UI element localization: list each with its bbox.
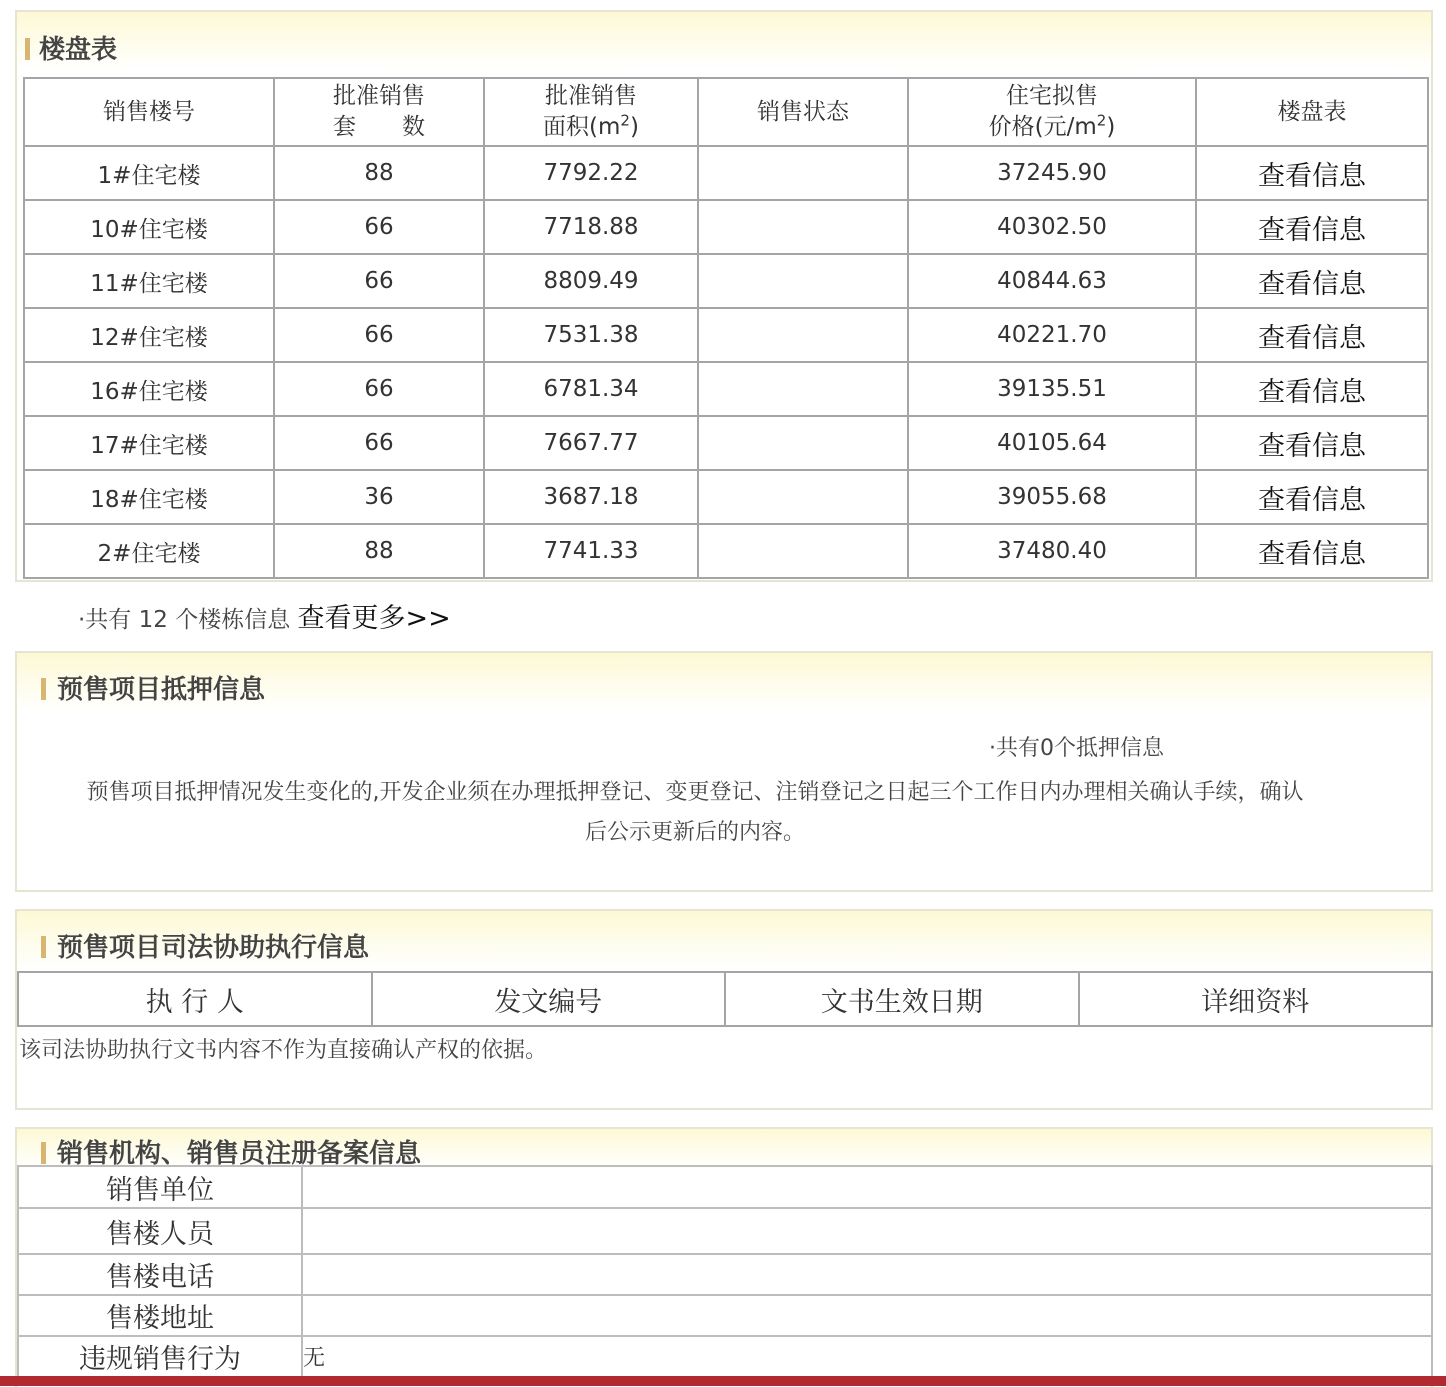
agency-value bbox=[302, 1166, 1432, 1208]
agency-header bbox=[17, 1129, 1431, 1169]
agency-panel bbox=[15, 1127, 1433, 1387]
approved-units-cell: 66 bbox=[274, 416, 484, 470]
unit-superscript: 2 bbox=[1096, 111, 1107, 130]
view-info-link[interactable]: 查看信息 bbox=[1196, 308, 1428, 362]
building-table bbox=[23, 77, 1429, 579]
header-text: 批准销售 bbox=[545, 83, 637, 109]
table-row bbox=[18, 1295, 1432, 1336]
agency-value bbox=[302, 1295, 1432, 1336]
table-row bbox=[24, 524, 1428, 578]
col-sales-status: 销售状态 bbox=[698, 78, 908, 146]
table-row bbox=[18, 1208, 1432, 1254]
table-header-row bbox=[24, 78, 1428, 146]
col-building-no: 销售楼号 bbox=[24, 78, 274, 146]
price-cell: 40105.64 bbox=[908, 416, 1196, 470]
col-document-no: 发文编号 bbox=[372, 972, 726, 1026]
table-row bbox=[24, 362, 1428, 416]
unit-superscript: 2 bbox=[620, 111, 630, 130]
agency-label: 售楼人员 bbox=[18, 1208, 302, 1254]
header-text: 面积(m bbox=[543, 114, 621, 140]
building-no-cell: 1#住宅楼 bbox=[24, 146, 274, 200]
approved-area-cell: 7792.22 bbox=[484, 146, 698, 200]
footer-bar bbox=[0, 1376, 1446, 1386]
approved-area-cell: 3687.18 bbox=[484, 470, 698, 524]
view-info-link[interactable]: 查看信息 bbox=[1196, 362, 1428, 416]
sales-status-cell bbox=[698, 362, 908, 416]
table-row bbox=[18, 1336, 1432, 1377]
judicial-panel bbox=[15, 909, 1433, 1110]
agency-label: 销售单位 bbox=[18, 1166, 302, 1208]
approved-units-cell: 66 bbox=[274, 254, 484, 308]
price-cell: 39135.51 bbox=[908, 362, 1196, 416]
view-more-link[interactable]: 查看更多>> bbox=[297, 603, 451, 634]
view-info-link[interactable]: 查看信息 bbox=[1196, 416, 1428, 470]
table-row bbox=[24, 254, 1428, 308]
table-row bbox=[24, 416, 1428, 470]
agency-value: 无 bbox=[302, 1336, 1432, 1377]
approved-units-cell: 36 bbox=[274, 470, 484, 524]
building-no-cell: 2#住宅楼 bbox=[24, 524, 274, 578]
price-cell: 39055.68 bbox=[908, 470, 1196, 524]
table-row bbox=[24, 146, 1428, 200]
agency-value bbox=[302, 1254, 1432, 1295]
building-no-cell: 10#住宅楼 bbox=[24, 200, 274, 254]
sales-status-cell bbox=[698, 200, 908, 254]
price-cell: 37245.90 bbox=[908, 146, 1196, 200]
mortgage-count: ·共有0个抵押信息 bbox=[989, 736, 1164, 761]
approved-area-cell: 6781.34 bbox=[484, 362, 698, 416]
price-cell: 40221.70 bbox=[908, 308, 1196, 362]
section-title: 销售机构、销售员注册备案信息 bbox=[57, 1139, 422, 1169]
col-price bbox=[908, 78, 1196, 146]
section-marker-icon bbox=[41, 678, 46, 700]
table-row bbox=[24, 308, 1428, 362]
view-info-link[interactable]: 查看信息 bbox=[1196, 200, 1428, 254]
approved-units-cell: 88 bbox=[274, 146, 484, 200]
approved-area-cell: 7718.88 bbox=[484, 200, 698, 254]
sales-status-cell bbox=[698, 146, 908, 200]
header-text: ) bbox=[1106, 114, 1116, 140]
section-title: 楼盘表 bbox=[39, 35, 118, 65]
col-executor: 执 行 人 bbox=[18, 972, 372, 1026]
notice-line: 后公示更新后的内容。 bbox=[584, 820, 805, 845]
building-no-cell: 12#住宅楼 bbox=[24, 308, 274, 362]
building-table-panel bbox=[15, 10, 1433, 582]
view-info-link[interactable]: 查看信息 bbox=[1196, 146, 1428, 200]
building-no-cell: 16#住宅楼 bbox=[24, 362, 274, 416]
col-floor-plan: 楼盘表 bbox=[1196, 78, 1428, 146]
building-count-text: ·共有 12 个楼栋信息 bbox=[78, 607, 291, 633]
approved-units-cell: 66 bbox=[274, 200, 484, 254]
agency-value bbox=[302, 1208, 1432, 1254]
price-cell: 40302.50 bbox=[908, 200, 1196, 254]
table-row bbox=[24, 200, 1428, 254]
agency-label: 售楼电话 bbox=[18, 1254, 302, 1295]
col-approved-units bbox=[274, 78, 484, 146]
building-no-cell: 18#住宅楼 bbox=[24, 470, 274, 524]
mortgage-panel bbox=[15, 651, 1433, 892]
approved-area-cell: 8809.49 bbox=[484, 254, 698, 308]
col-approved-area bbox=[484, 78, 698, 146]
agency-table bbox=[17, 1165, 1433, 1378]
building-no-cell: 17#住宅楼 bbox=[24, 416, 274, 470]
price-cell: 37480.40 bbox=[908, 524, 1196, 578]
approved-area-cell: 7667.77 bbox=[484, 416, 698, 470]
sales-status-cell bbox=[698, 308, 908, 362]
header-text: 住宅拟售 bbox=[1006, 83, 1098, 109]
mortgage-header bbox=[17, 653, 1431, 711]
building-table-header bbox=[17, 12, 1431, 70]
approved-units-cell: 88 bbox=[274, 524, 484, 578]
approved-units-cell: 66 bbox=[274, 362, 484, 416]
table-row bbox=[18, 1254, 1432, 1295]
approved-area-cell: 7741.33 bbox=[484, 524, 698, 578]
header-text: 批准销售 bbox=[333, 83, 425, 109]
judicial-header bbox=[17, 911, 1431, 969]
col-details: 详细资料 bbox=[1079, 972, 1433, 1026]
judicial-note: 该司法协助执行文书内容不作为直接确认产权的依据。 bbox=[19, 1038, 548, 1063]
header-text: 套 数 bbox=[333, 114, 425, 140]
building-count-line bbox=[78, 596, 451, 635]
building-no-cell: 11#住宅楼 bbox=[24, 254, 274, 308]
sales-status-cell bbox=[698, 470, 908, 524]
section-title: 预售项目抵押信息 bbox=[57, 675, 266, 705]
table-row bbox=[24, 470, 1428, 524]
approved-units-cell: 66 bbox=[274, 308, 484, 362]
sales-status-cell bbox=[698, 416, 908, 470]
view-info-link[interactable]: 查看信息 bbox=[1196, 524, 1428, 578]
section-marker-icon bbox=[41, 936, 46, 958]
table-header-row bbox=[18, 972, 1432, 1026]
view-info-link[interactable]: 查看信息 bbox=[1196, 470, 1428, 524]
section-marker-icon bbox=[25, 38, 30, 60]
agency-label: 违规销售行为 bbox=[18, 1336, 302, 1377]
view-info-link[interactable]: 查看信息 bbox=[1196, 254, 1428, 308]
sales-status-cell bbox=[698, 524, 908, 578]
mortgage-notice bbox=[25, 773, 1365, 853]
header-text: 价格(元/m bbox=[988, 114, 1097, 140]
table-row bbox=[18, 1166, 1432, 1208]
notice-line: 预售项目抵押情况发生变化的,开发企业须在办理抵押登记、变更登记、注销登记之日起三个工作日内办理相关确认手续，确认 bbox=[86, 780, 1304, 805]
agency-label: 售楼地址 bbox=[18, 1295, 302, 1336]
price-cell: 40844.63 bbox=[908, 254, 1196, 308]
judicial-table bbox=[17, 971, 1433, 1027]
col-effective-date: 文书生效日期 bbox=[725, 972, 1079, 1026]
section-marker-icon bbox=[41, 1142, 46, 1164]
approved-area-cell: 7531.38 bbox=[484, 308, 698, 362]
sales-status-cell bbox=[698, 254, 908, 308]
section-title: 预售项目司法协助执行信息 bbox=[57, 933, 370, 963]
header-text: ) bbox=[629, 114, 639, 140]
